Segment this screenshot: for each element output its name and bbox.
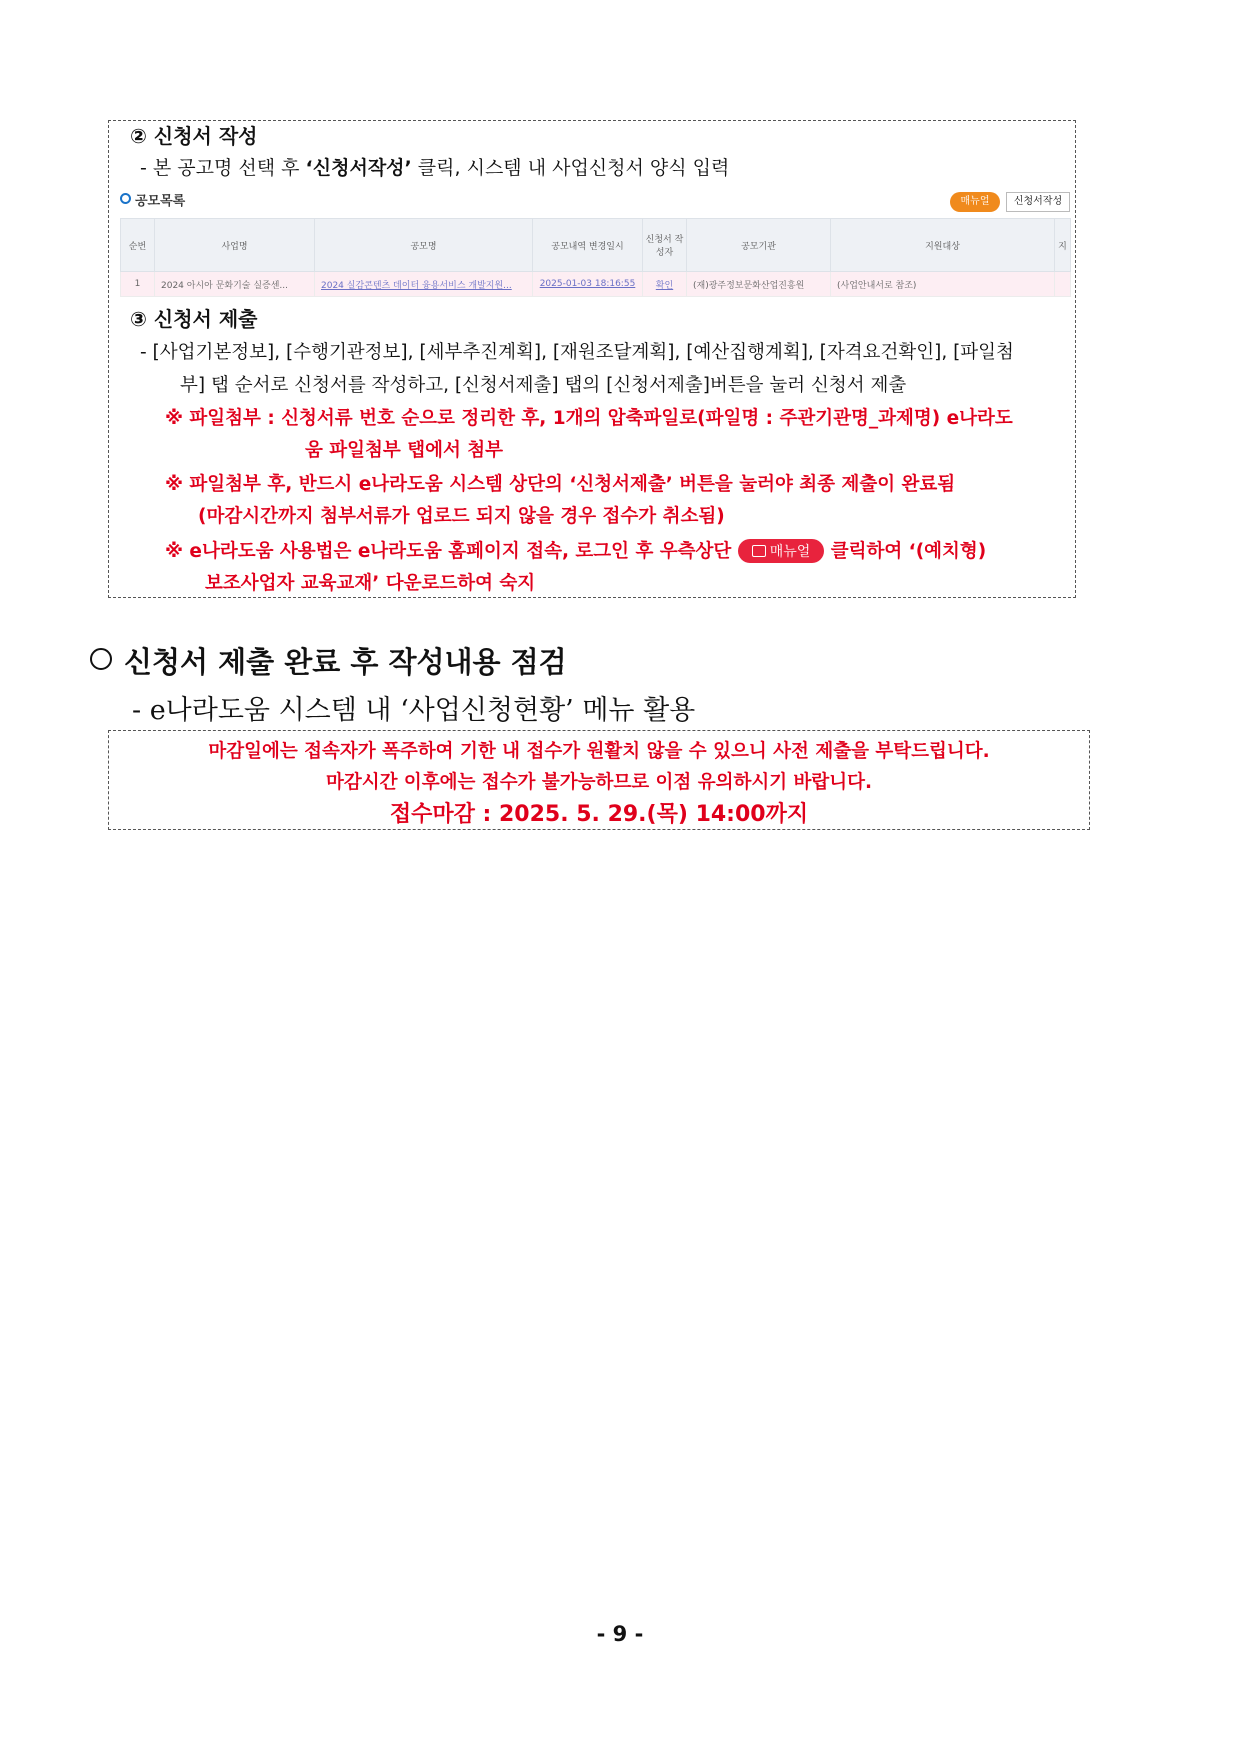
table-row[interactable] — [121, 272, 1071, 297]
step3-description-2: 부] 탭 순서로 신청서를 작성하고, [신청서제출] 탭의 [신청서제출]버튼을 눌러 신청서 제출 — [180, 375, 907, 396]
column-header: 공모내역 변경일시 — [533, 219, 643, 272]
deadline-line: 접수마감 : 2025. 5. 29.(목) 14:00까지 — [389, 802, 809, 827]
column-header: 공모기관 — [687, 219, 831, 272]
table-cell: 1 — [121, 272, 155, 297]
deadline-notice-box — [108, 730, 1090, 830]
column-header: 사업명 — [155, 219, 315, 272]
section-title: 신청서 제출 완료 후 작성내용 점검 — [90, 640, 567, 681]
file-attach-note-2: ※ 파일첨부 후, 반드시 e나라도움 시스템 상단의 ‘신청서제출’ 버튼을 눌러야 최종 제출이 완료됨 — [165, 474, 956, 495]
column-header: 지원대상 — [831, 219, 1055, 272]
step2-description: - 본 공고명 선택 후 ‘신청서작성’ 클릭, 시스템 내 사업신청서 양식 입력 — [140, 157, 730, 179]
usage-note: ※ e나라도움 사용법은 e나라도움 홈페이지 접속, 로그인 후 우측상단 매뉴얼 클릭하여 ‘(예치형) — [165, 541, 987, 562]
table-cell: (재)광주정보문화산업진흥원 — [687, 272, 831, 297]
list-title: 공모목록 — [120, 190, 185, 209]
usage-note-cont: 보조사업자 교육교재’ 다운로드하여 숙지 — [205, 573, 536, 594]
step3-heading: ③ 신청서 제출 — [130, 307, 258, 331]
file-attach-note-1-cont: 움 파일첨부 탭에서 첨부 — [305, 440, 504, 461]
announcement-link[interactable]: 2024 실감콘텐츠 데이터 융용서비스 개발지원... — [315, 272, 533, 297]
manual-button[interactable]: 매뉴얼 — [950, 192, 1000, 212]
table-cell: 2025-01-03 18:16:55 — [533, 272, 643, 297]
manual-icon — [752, 545, 766, 557]
circle-bullet-icon — [90, 648, 112, 670]
notice-line-2: 마감시간 이후에는 접수가 불가능하므로 이점 유의하시기 바랍니다. — [325, 772, 873, 793]
column-header: 지 — [1055, 219, 1071, 272]
column-header: 공모명 — [315, 219, 533, 272]
step2-heading: ② 신청서 작성 — [130, 124, 258, 148]
notice-line-1: 마감일에는 접속자가 폭주하여 기한 내 접수가 원활치 않을 수 있으니 사전 제출을 부탁드립니다. — [208, 741, 990, 762]
confirm-link[interactable]: 확인 — [643, 272, 687, 297]
file-attach-note-1: ※ 파일첨부 : 신청서류 번호 순으로 정리한 후, 1개의 압축파일로(파일명 : 주관기관명_과제명) e나라도 — [165, 408, 1013, 429]
announcement-table — [120, 218, 1071, 297]
manual-pill-button[interactable]: 매뉴얼 — [738, 539, 825, 563]
announcement-list-screenshot — [120, 190, 1070, 290]
step3-description-1: - [사업기본정보], [수행기관정보], [세부추진계획], [재원조달계획], [예산집행계획], [자격요건확인], [파일첨 — [140, 342, 1014, 363]
section-subtitle: - e나라도움 시스템 내 ‘사업신청현황’ 메뉴 활용 — [132, 695, 696, 726]
file-attach-note-2-cont: (마감시간까지 첨부서류가 업로드 되지 않을 경우 접수가 취소됨) — [198, 506, 725, 527]
bullet-icon — [120, 193, 131, 204]
page-number: - 9 - — [596, 1622, 644, 1646]
column-header: 신청서 작성자 — [643, 219, 687, 272]
table-cell: (사업안내서로 참조) — [831, 272, 1055, 297]
write-application-button[interactable]: 신청서작성 — [1006, 192, 1070, 212]
table-cell: 2024 아시아 문화기술 실증센... — [155, 272, 315, 297]
column-header: 순번 — [121, 219, 155, 272]
table-header — [121, 219, 1071, 272]
table-cell — [1055, 272, 1071, 297]
